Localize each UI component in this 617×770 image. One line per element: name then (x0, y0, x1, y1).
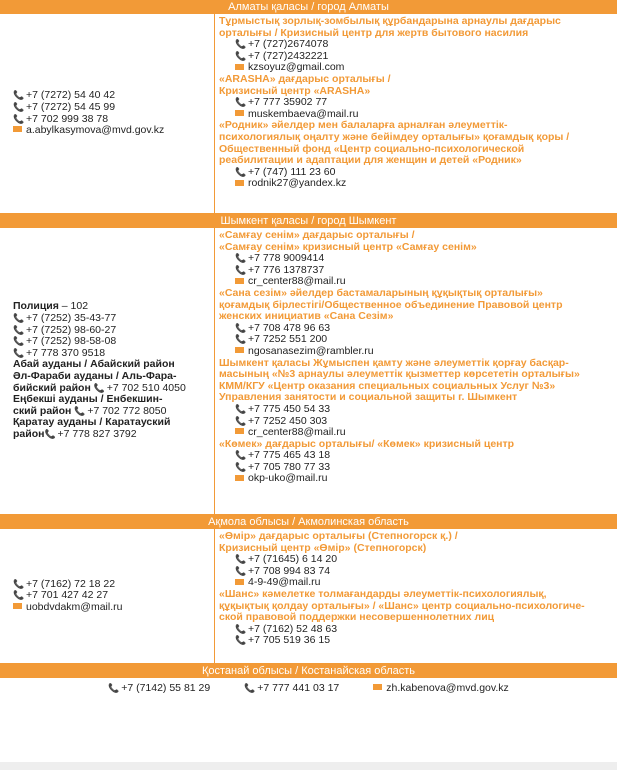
phone-icon: 📞 (235, 322, 247, 333)
district-label: Қаратау ауданы / Каратауский (13, 416, 171, 429)
phone-line[interactable]: 📞 +7 778 9009414 (235, 252, 325, 265)
email-line[interactable]: cr_center88@mail.ru (219, 427, 617, 439)
phone-line[interactable]: 📞 +7 705 780 77 33 (235, 460, 331, 473)
phone-icon: 📞 (235, 97, 247, 108)
section-header-akmola: Ақмола облысы / Акмолинская область (0, 515, 617, 529)
email-line[interactable]: zh.kabenova@mvd.gov.kz (373, 678, 509, 698)
phone-line[interactable]: 📞 +7 (7162) 52 48 63 (235, 622, 338, 635)
phone-icon: 📞 (108, 683, 120, 693)
phone-icon: 📞 (235, 461, 247, 472)
phone-icon: 📞 (235, 39, 247, 50)
phone-icon: 📞 (235, 334, 247, 345)
phone-line[interactable]: 📞 +7 775 450 54 33 (235, 402, 331, 415)
phone-line[interactable]: 📞 +7 (7162) 72 18 22 (13, 577, 116, 590)
phone-icon: 📞 (13, 101, 25, 112)
phone-line[interactable]: 📞 +7 708 478 96 63 (235, 321, 331, 334)
org-title: «Көмек» дағдарыс орталығы/ «Көмек» кризисный центр (219, 437, 515, 450)
envelope-icon (235, 64, 244, 70)
phone-icon: 📞 (93, 382, 105, 393)
envelope-icon (235, 475, 244, 481)
org-title: «ARASHA» дағдарыс орталығы / Кризисный центр «ARASHA» (219, 72, 391, 97)
phone-line[interactable]: 📞 +7 705 519 36 15 (235, 634, 331, 647)
phone-icon: 📞 (235, 253, 247, 264)
phone-line[interactable]: 📞 +7 (7272) 54 40 42 (13, 89, 116, 102)
phone-icon: 📞 (13, 347, 25, 358)
phone-line[interactable]: 📞 +7 708 994 83 74 (235, 564, 331, 577)
phone-icon: 📞 (13, 336, 25, 347)
envelope-icon (13, 126, 22, 132)
envelope-icon (235, 428, 244, 434)
almaty-organizations (215, 14, 617, 213)
phone-line[interactable]: 📞 +7 (71645) 6 14 20 (235, 553, 338, 566)
akmola-police-contacts (0, 529, 215, 663)
phone-line[interactable]: 📞 +7 (7252) 98-60-27 (13, 323, 117, 336)
email-line[interactable]: 4-9-49@mail.ru (219, 577, 617, 589)
section-akmola (0, 529, 617, 664)
section-header-shymkent: Шымкент қаласы / город Шымкент (0, 214, 617, 228)
phone-icon: 📞 (13, 313, 25, 324)
shymkent-organizations (215, 228, 617, 514)
email-line[interactable]: okp-uko@mail.ru (219, 473, 617, 485)
org-title: «Шанс» кәмелетке толмағандарды әлеуметтік-психологиялық, құқықтық қолдау орталығы» / «Шанс» центр социально-психологиче- ской правовой поддержки несовершеннолетних лиц (219, 587, 585, 624)
phone-line[interactable]: 📞 +7 701 427 42 27 (13, 589, 109, 602)
phone-icon: 📞 (235, 415, 247, 426)
district-phone-line[interactable]: район📞 +7 778 827 3792 (13, 427, 137, 440)
phone-icon: 📞 (235, 635, 247, 646)
email-line[interactable]: a.abylkasymova@mvd.gov.kz (13, 125, 214, 137)
phone-icon: 📞 (235, 565, 247, 576)
district-phone-line[interactable]: ский район 📞 +7 702 772 8050 (13, 404, 167, 417)
phone-line[interactable]: 📞 +7 (7142) 55 81 29 (108, 678, 210, 698)
section-almaty (0, 14, 617, 214)
district-label: Еңбекші ауданы / Енбекшин- (13, 393, 163, 406)
section-header-kostanay: Қостанай облысы / Костанайская область (0, 664, 617, 678)
phone-line[interactable]: 📞 +7 (7252) 98-58-08 (13, 335, 117, 348)
org-title: «Сана сезім» әйелдер бастамаларының құқықтық орталығы» қоғамдық бірлестігі/Общественное объединение Правовой центр женских инициатив «Сана Сезім» (219, 286, 563, 323)
envelope-icon (373, 684, 382, 690)
bottom-bar (0, 762, 617, 770)
district-phone-line[interactable]: бийский район 📞 +7 702 510 4050 (13, 381, 186, 394)
phone-line[interactable]: 📞 +7 776 1378737 (235, 263, 325, 276)
envelope-icon (235, 579, 244, 585)
phone-icon: 📞 (13, 90, 25, 101)
org-title: «Өмір» дағдарыс орталығы (Степногорск қ.) / Кризисный центр «Өмір» (Степногорск) (219, 530, 458, 554)
phone-line[interactable]: 📞 +7 (727)2432221 (235, 49, 329, 62)
section-header-almaty: Алматы қаласы / город Алматы (0, 0, 617, 14)
email-line[interactable]: ngosanasezim@rambler.ru (219, 346, 617, 358)
envelope-icon (235, 278, 244, 284)
phone-line[interactable]: 📞 +7 (7252) 35-43-77 (13, 312, 117, 325)
phone-icon: 📞 (235, 403, 247, 414)
phone-icon: 📞 (13, 578, 25, 589)
almaty-police-contacts (0, 14, 215, 213)
envelope-icon (235, 180, 244, 186)
phone-icon: 📞 (74, 405, 86, 416)
phone-icon: 📞 (235, 50, 247, 61)
phone-line[interactable]: 📞 +7 777 441 03 17 (244, 678, 339, 698)
phone-icon: 📞 (244, 683, 256, 693)
envelope-icon (235, 110, 244, 116)
phone-line[interactable]: 📞 +7 (747) 111 23 60 (235, 165, 336, 178)
phone-icon: 📞 (235, 264, 247, 275)
phone-line[interactable]: 📞 +7 7252 450 303 (235, 414, 328, 427)
phone-line[interactable]: 📞 +7 777 35902 77 (235, 96, 328, 109)
akmola-organizations (215, 529, 617, 663)
section-kostanay (0, 678, 617, 698)
phone-icon: 📞 (13, 324, 25, 335)
phone-line[interactable]: 📞 +7 7252 551 200 (235, 333, 328, 346)
phone-line[interactable]: 📞 +7 (727)2674078 (235, 38, 329, 51)
phone-icon: 📞 (235, 554, 247, 565)
email-line[interactable]: kzsoyuz@gmail.com (219, 62, 617, 74)
email-line[interactable]: rodnik27@yandex.kz (219, 178, 617, 190)
phone-icon: 📞 (44, 428, 56, 439)
phone-icon: 📞 (13, 590, 25, 601)
section-shymkent (0, 228, 617, 515)
phone-icon: 📞 (235, 166, 247, 177)
phone-icon: 📞 (235, 450, 247, 461)
email-line[interactable]: uobdvdakm@mail.ru (13, 602, 214, 614)
shymkent-police-contacts: Полиция – 102 📞 +7 (7252) 35-43-77 📞 +7 (7252) 98-60-27 📞 +7 (7252) 98-58-08 📞 +7 778 370 9518 Абай ауданы / Абайский район Әл-Фараби ауданы / Аль-Фара- бийский район 📞 +7 702 510 4050 Еңбекші ауданы / Енбекшин- ский район 📞 +7 702 772 8050 Қаратау ауданы / Каратауский район📞 +7 778 827 3792 (0, 228, 215, 514)
org-title: «Родник» әйелдер мен балаларға арналған әлеуметтік- психологиялық оңалту және бейімдеу орталығы» қоғамдық қоры / Общественный фонд «Центр социально-психологической реабилитации и адаптации для женщин и детей «Родник» (219, 119, 570, 167)
envelope-icon (235, 347, 244, 353)
district-label: Абай ауданы / Абайский район (13, 358, 175, 371)
phone-icon: 📞 (13, 113, 25, 124)
org-title: Тұрмыстық зорлық-зомбылық құрбандарына арнаулы дағдарыс орталығы / Кризисный центр для жертв бытового насилия (219, 15, 561, 39)
org-title: Шымкент қаласы Жұмыспен қамту және әлеуметтік қорғау басқар- масының «№3 арнаулы әлеуметтік қызметтер көрсететін орталығы» КММ/КГУ «Центр оказания специальных социальных Услуг №3» Управления занятости и социальной защиты г. Шымкент (219, 356, 580, 404)
phone-line[interactable]: 📞 +7 702 999 38 78 (13, 112, 109, 125)
phone-line[interactable]: 📞 +7 778 370 9518 (13, 346, 106, 359)
email-line[interactable]: muskembaeva@mail.ru (219, 109, 617, 121)
org-title: «Самғау сенім» дағдарыс орталығы / «Самғау сенім» кризисный центр «Самғау сенім» (219, 229, 477, 253)
phone-line[interactable]: 📞 +7 (7272) 54 45 99 (13, 100, 116, 113)
envelope-icon (13, 603, 22, 609)
phone-icon: 📞 (235, 623, 247, 634)
email-line[interactable]: cr_center88@mail.ru (219, 276, 617, 288)
district-label: Әл-Фараби ауданы / Аль-Фара- (13, 370, 177, 382)
phone-line[interactable]: 📞 +7 775 465 43 18 (235, 449, 331, 462)
